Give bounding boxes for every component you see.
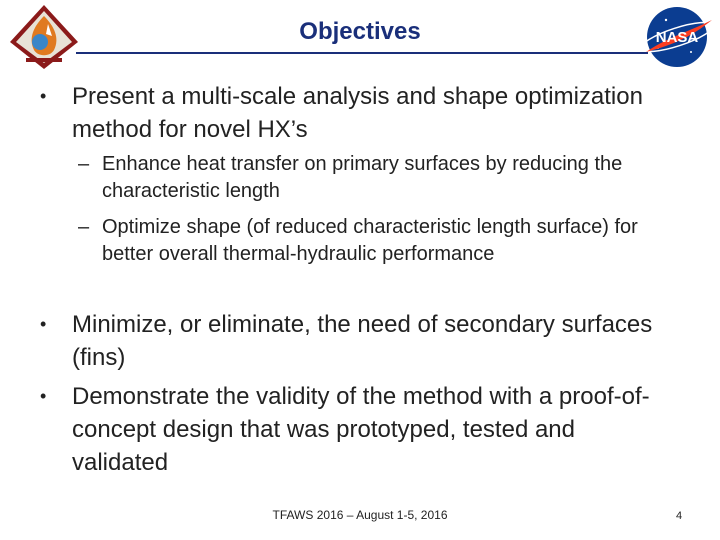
bullet-text: Minimize, or eliminate, the need of secondary surfaces (fins) <box>72 311 653 371</box>
sub-bullet-text: Optimize shape (of reduced characteristic length surface) for better overall thermal-hydraulic performance <box>102 216 638 265</box>
slide-title: Objectives <box>299 18 421 45</box>
sub-bullet-item <box>78 214 638 268</box>
sub-bullet-item <box>78 151 638 205</box>
bullet-item <box>40 80 660 146</box>
bullet-text: Present a multi-scale analysis and shape optimization method for novel HX’s <box>72 83 643 143</box>
nasa-wordmark: NASA <box>655 29 699 46</box>
title-divider <box>76 52 648 54</box>
bullet-icon: • <box>40 314 47 334</box>
dash-icon: – <box>78 153 90 175</box>
bullet-item <box>40 308 660 374</box>
bullet-item <box>40 380 660 479</box>
bullet-text: Demonstrate the validity of the method with a proof-of-concept design that was prototyped, tested and validated <box>72 383 650 476</box>
bullet-icon: • <box>40 86 47 106</box>
slide-footer: TFAWS 2016 – August 1-5, 2016 <box>272 508 448 522</box>
dash-icon: – <box>78 216 90 238</box>
sub-bullet-text: Enhance heat transfer on primary surfaces by reducing the characteristic length <box>102 153 623 202</box>
page-number: 4 <box>676 510 683 522</box>
bullet-icon: • <box>40 386 47 406</box>
